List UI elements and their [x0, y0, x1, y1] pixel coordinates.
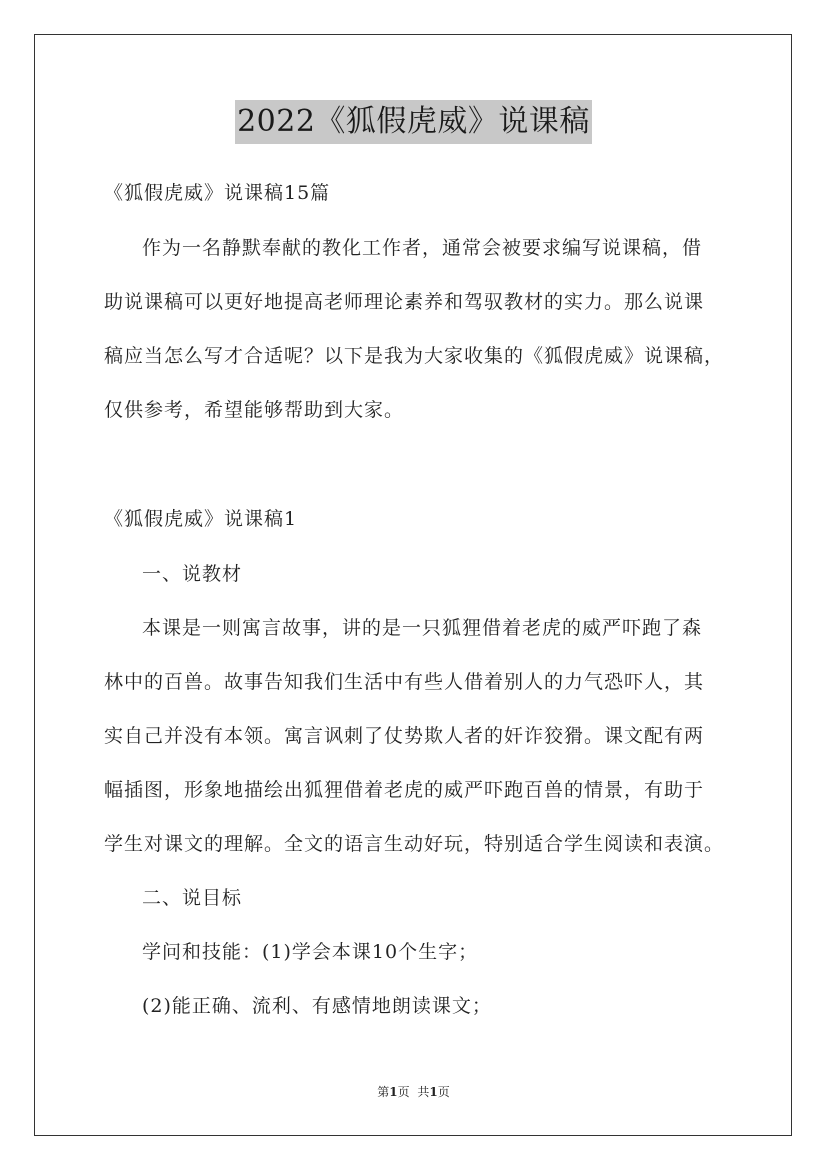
page-current-unit: 页 — [397, 1085, 410, 1099]
section-title: 《狐假虎威》说课稿1 — [104, 508, 298, 530]
page-current-number: 1 — [389, 1085, 398, 1099]
intro-line-3: 稿应当怎么写才合适呢？以下是我为大家收集的《狐假虎威》说课稿， — [104, 345, 725, 367]
intro-line-4: 仅供参考，希望能够帮助到大家。 — [104, 399, 405, 421]
page-total-label: 共 — [417, 1085, 430, 1099]
body-line-2: 林中的百兽。故事告知我们生活中有些人借着别人的力气恐吓人，其 — [104, 671, 705, 693]
document-subtitle: 《狐假虎威》说课稿15篇 — [104, 182, 331, 204]
title-wrap — [0, 100, 827, 144]
body-line-3: 实自己并没有本领。寓言讽刺了仗势欺人者的奸诈狡猾。课文配有两 — [104, 725, 705, 747]
page-current-label: 第 — [377, 1085, 390, 1099]
goal-line-1: 学问和技能：(1)学会本课10个生字； — [142, 941, 479, 963]
page-total-number: 1 — [429, 1085, 438, 1099]
body-line-1: 本课是一则寓言故事，讲的是一只狐狸借着老虎的威严吓跑了森 — [142, 617, 703, 639]
body-line-5: 学生对课文的理解。全文的语言生动好玩，特别适合学生阅读和表演。 — [104, 833, 725, 855]
goal-line-2: (2)能正确、流利、有感情地朗读课文； — [142, 995, 492, 1017]
document-title: 2022《狐假虎威》说课稿 — [235, 100, 592, 144]
intro-line-2: 助说课稿可以更好地提高老师理论素养和驾驭教材的实力。那么说课 — [104, 291, 705, 313]
body-line-4: 幅插图，形象地描绘出狐狸借着老虎的威严吓跑百兽的情景，有助于 — [104, 779, 705, 801]
page-footer — [0, 1083, 827, 1100]
heading-teaching-material: 一、说教材 — [142, 563, 243, 585]
intro-line-1: 作为一名静默奉献的教化工作者，通常会被要求编写说课稿，借 — [142, 237, 703, 259]
heading-goals: 二、说目标 — [142, 887, 243, 909]
page-total-unit: 页 — [437, 1085, 450, 1099]
